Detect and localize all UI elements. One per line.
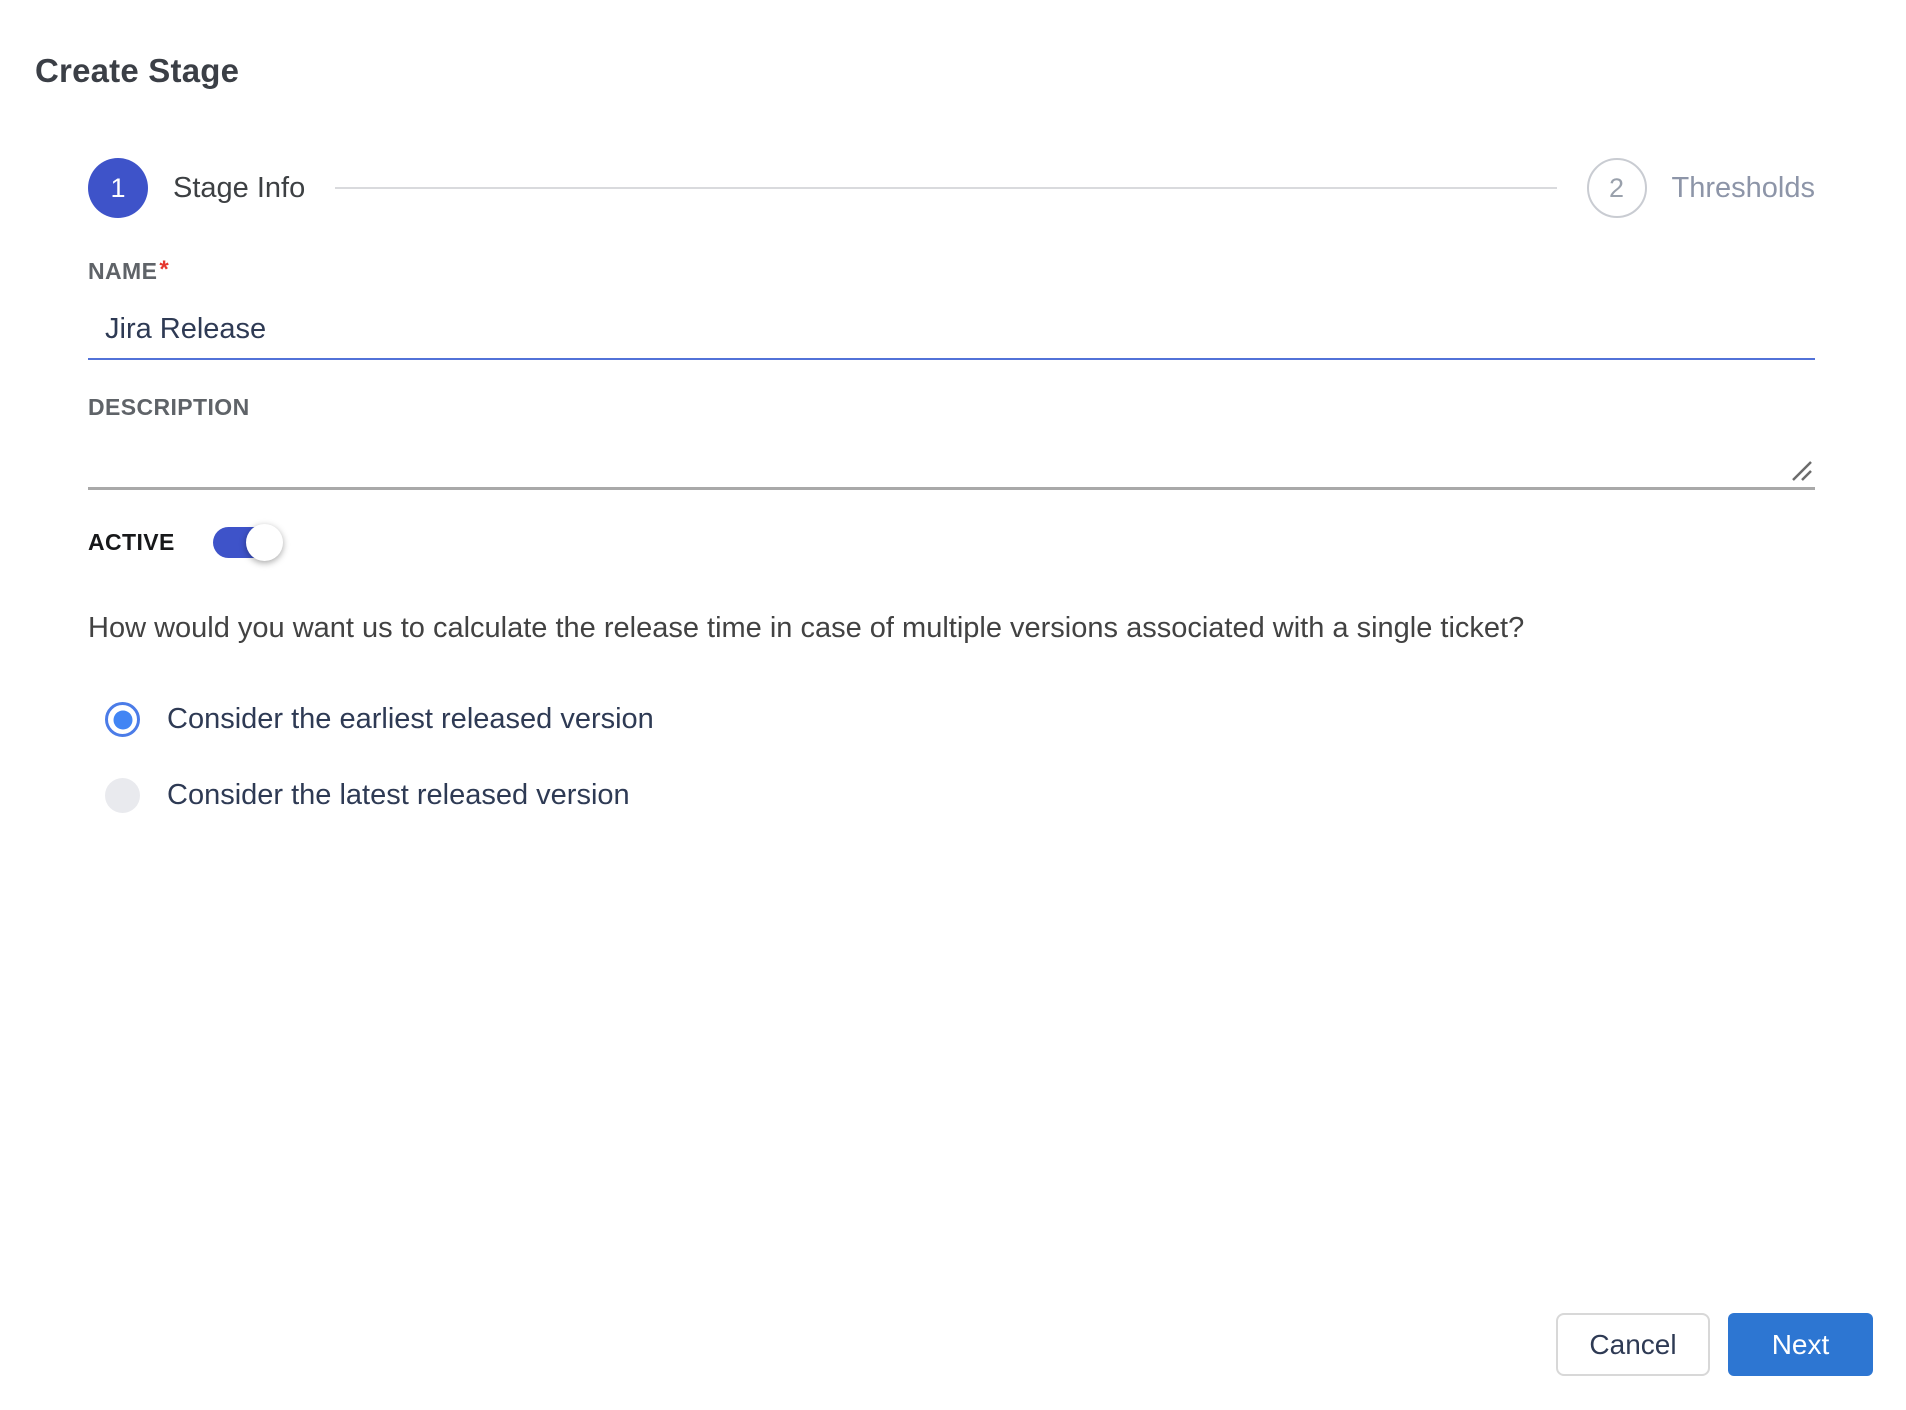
description-label: DESCRIPTION xyxy=(88,394,250,420)
footer-actions xyxy=(1556,1313,1873,1376)
step-2-number: 2 xyxy=(1609,172,1625,203)
radio-option-earliest-label: Consider the earliest released version xyxy=(167,703,654,735)
name-input[interactable] xyxy=(88,300,1815,360)
toggle-knob xyxy=(246,524,283,561)
step-thresholds[interactable] xyxy=(1587,158,1815,218)
radio-option-latest-label: Consider the latest released version xyxy=(167,779,630,811)
next-button[interactable]: Next xyxy=(1728,1313,1873,1376)
name-label xyxy=(88,258,169,285)
radio-selected-icon[interactable] xyxy=(105,702,140,737)
radio-option-latest[interactable] xyxy=(105,778,630,813)
step-stage-info[interactable] xyxy=(88,158,305,218)
step-1-badge xyxy=(88,158,148,218)
active-toggle-row xyxy=(88,527,279,558)
active-toggle[interactable] xyxy=(213,527,279,558)
description-field xyxy=(88,430,1815,490)
active-label: ACTIVE xyxy=(88,529,175,555)
name-label-text: NAME xyxy=(88,258,158,284)
cancel-button[interactable]: Cancel xyxy=(1556,1313,1710,1376)
step-2-badge xyxy=(1587,158,1647,218)
radio-option-earliest[interactable] xyxy=(105,702,654,737)
step-2-label: Thresholds xyxy=(1671,171,1815,204)
step-1-label: Stage Info xyxy=(173,171,306,204)
resize-handle-icon[interactable] xyxy=(1789,458,1813,482)
description-textarea[interactable] xyxy=(88,430,1815,490)
question-text: How would you want us to calculate the release time in case of multiple versions associated with a single ticket? xyxy=(88,612,1525,644)
required-asterisk: * xyxy=(159,256,170,283)
page-title: Create Stage xyxy=(35,52,240,89)
stepper-connector-line xyxy=(335,187,1556,189)
stepper xyxy=(88,157,1815,219)
radio-unselected-icon[interactable] xyxy=(105,778,140,813)
step-1-number: 1 xyxy=(110,172,126,203)
